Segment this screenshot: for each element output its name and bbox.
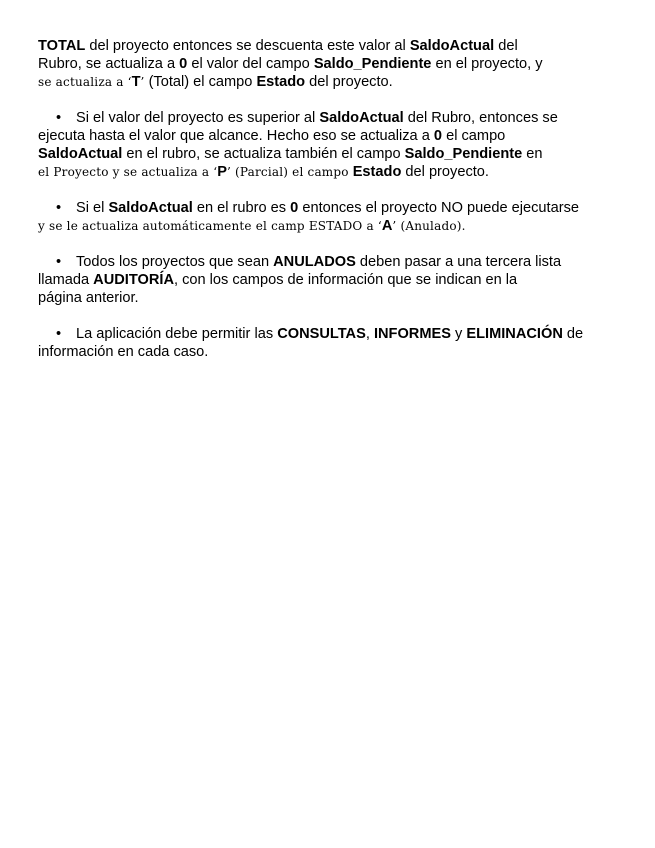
bullet-icon: • [56,326,62,342]
bullet-icon: • [56,110,62,126]
bold-text: ELIMINACIÓN [466,326,563,342]
text-line [38,145,610,163]
text: del Rubro, entonces se [403,110,558,126]
bullet-item-consultas [38,325,610,361]
text-line [38,199,610,217]
text: del [494,38,518,54]
bold-text: A [381,218,393,234]
paragraph-total [38,37,610,91]
text-line [38,109,610,127]
text-line [38,271,610,289]
bold-text: CONSULTAS [277,326,366,342]
bullet-icon: • [56,254,62,270]
text: información en cada caso. [38,344,209,360]
text: , [365,326,374,342]
bold-text: TOTAL [38,38,86,54]
bold-text: Saldo_Pendiente [313,56,432,72]
bold-text: INFORMES [373,326,451,342]
text-line [38,55,610,73]
text-line [38,37,610,55]
text-line [38,163,610,181]
text: el campo [442,128,506,144]
bullet-icon: • [56,200,62,216]
text: página anterior. [38,290,139,306]
bold-text: SaldoActual [409,38,495,54]
text: el Proyecto y se actualiza a ‘ [38,165,218,179]
document-page [38,37,610,361]
bold-text: AUDITORÍA [93,272,174,288]
text: en el proyecto, y [431,56,543,72]
text: ejecuta hasta el valor que alcance. Hecho eso se actualiza a [38,128,434,144]
text: en el rubro, se actualiza también el campo [122,146,405,162]
text: del proyecto. [401,164,489,180]
text: deben pasar a una tercera lista [355,254,562,270]
bold-text: 0 [179,56,188,72]
bold-text: ANULADOS [273,254,356,270]
bullet-item-saldo-cero [38,199,610,235]
text-line [38,73,610,91]
bold-text: SaldoActual [108,200,193,216]
text: ’ [140,75,149,89]
text-line [38,217,610,235]
text: , con los campos de información que se indican en la [173,272,518,288]
bold-text: P [217,164,227,180]
text: Todos los proyectos que sean [76,254,274,270]
bold-text: T [131,74,141,90]
bullet-item-superior [38,109,610,181]
text: llamada [38,272,94,288]
text: de [562,326,584,342]
text: La aplicación debe permitir las [76,326,278,342]
text: ’ (Parcial) el campo [226,165,353,179]
text-line [38,289,610,307]
bold-text: Saldo_Pendiente [404,146,523,162]
text: en [522,146,543,162]
bold-text: SaldoActual [319,110,404,126]
text: del proyecto entonces se descuenta este valor al [85,38,410,54]
bold-text: Estado [352,164,402,180]
text: ’ (Anulado). [392,219,466,233]
text: se actualiza a ‘ [38,75,132,89]
text: Si el valor del proyecto es superior al [76,110,320,126]
text: Rubro, se actualiza a [38,56,180,72]
bullet-item-anulados [38,253,610,307]
text: el valor del campo [187,56,314,72]
text: y [450,326,467,342]
bold-text: 0 [290,200,299,216]
bold-text: 0 [433,128,443,144]
text-line [38,253,610,271]
text: en el rubro es [192,200,291,216]
bold-text: SaldoActual [38,146,123,162]
bold-text: Estado [256,74,306,90]
text: entonces el proyecto NO puede ejecutarse [298,200,579,216]
text: (Total) el campo [148,74,257,90]
text-line [38,343,610,361]
text: del proyecto. [305,74,393,90]
text: y se le actualiza automáticamente el camp ESTADO a ‘ [38,219,382,233]
text: Si el [76,200,109,216]
text-line [38,325,610,343]
text-line [38,127,610,145]
